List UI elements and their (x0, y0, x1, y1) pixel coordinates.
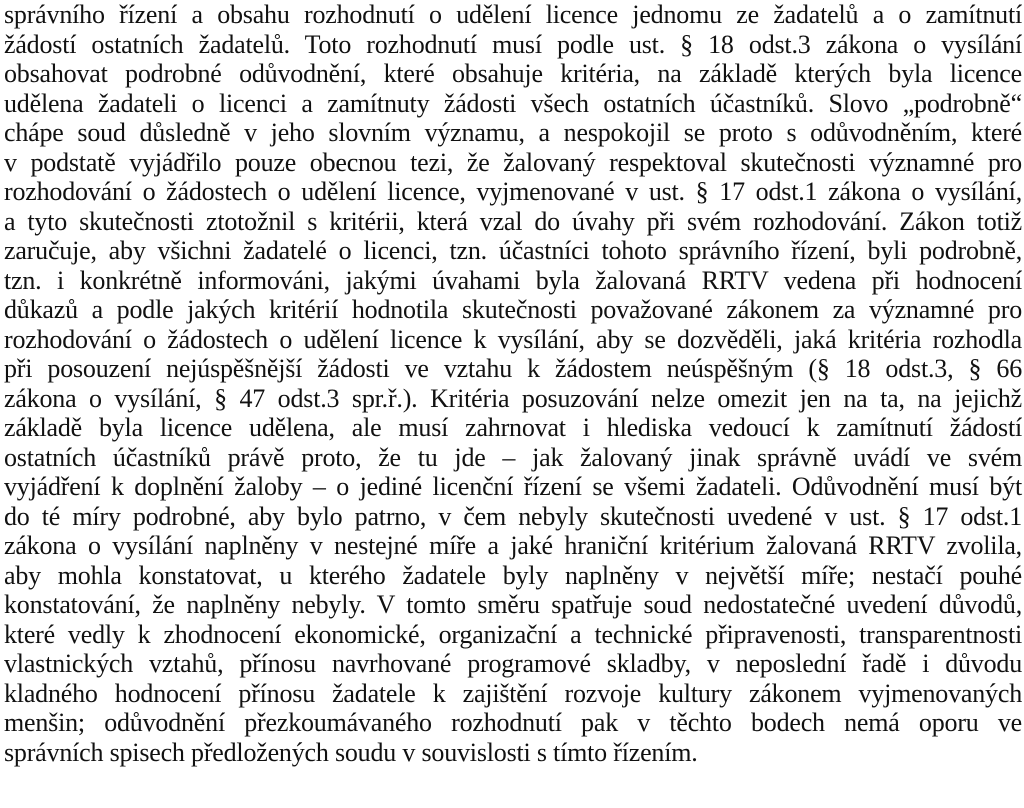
text-line: vlastnických vztahů, přínosu navrhované programové skladby, v neposlední řadě i důvodu (4, 649, 1022, 678)
text-line: v podstatě vyjádřilo pouze obecnou tezi, že žalovaný respektoval skutečnosti významné pro (4, 147, 1022, 177)
body-paragraph (4, 0, 1022, 767)
text-line: do té míry podrobné, aby bylo patrno, v čem nebyly skutečnosti uvedené v ust. § 17 odst.1 (4, 501, 1022, 531)
text-line: aby mohla konstatovat, u kterého žadatele byly naplněny v největší míře; nestačí pouhé (4, 560, 1022, 590)
text-line: zákona o vysílání naplněny v nestejné míře a jaké hraniční kritérium žalovaná RRTV zvolila, (4, 531, 1022, 560)
text-line: důkazů a podle jakých kritérií hodnotila skutečnosti považované zákonem za významné pro (4, 295, 1022, 324)
text-line: menšin; odůvodnění přezkoumávaného rozhodnutí pak v těchto bodech nemá oporu ve (4, 708, 1022, 737)
text-line: správních spisech předložených soudu v souvislosti s tímto řízením. (4, 737, 698, 767)
text-line: ostatních účastníků právě proto, že tu jde – jak žalovaný jinak správně uvádí ve svém (4, 442, 1022, 472)
text-line: žádostí ostatních žadatelů. Toto rozhodnutí musí podle ust. § 18 odst.3 zákona o vysílání (4, 29, 1022, 59)
text-line: při posouzení nejúspěšnější žádosti ve vztahu k žádostem neúspěšným (§ 18 odst.3, § 66 (4, 354, 1022, 383)
text-line: kladného hodnocení přínosu žadatele k zajištění rozvoje kultury zákonem vyjmenovaných (4, 678, 1022, 708)
text-line: tzn. i konkrétně informováni, jakými úvahami byla žalovaná RRTV vedena při hodnocení (4, 265, 1022, 295)
text-line: základě byla licence udělena, ale musí zahrnovat i hlediska vedoucí k zamítnutí žádostí (4, 413, 1022, 442)
text-line: obsahovat podrobné odůvodnění, které obsahuje kritéria, na základě kterých byla licence (4, 59, 1022, 88)
text-line: udělena žadateli o licenci a zamítnuty žádosti všech ostatních účastníků. Slovo „podrobně“ (4, 88, 1022, 118)
text-line: vyjádření k doplnění žaloby – o jediné licenční řízení se všemi žadateli. Odůvodnění musí být (4, 472, 1022, 501)
text-line: které vedly k zhodnocení ekonomické, organizační a technické připravenosti, transparentnosti (4, 619, 1022, 649)
text-line: konstatování, že naplněny nebyly. V tomto směru spatřuje soud nedostatečné uvedení důvodů, (4, 590, 1022, 619)
text-line: zákona o vysílání, § 47 odst.3 spr.ř.). Kritéria posuzování nelze omezit jen na ta, na jejichž (4, 383, 1022, 413)
text-line: rozhodování o žádostech o udělení licence, vyjmenované v ust. § 17 odst.1 zákona o vysílání, (4, 177, 1022, 206)
text-line: zaručuje, aby všichni žadatelé o licenci, tzn. účastníci tohoto správního řízení, byli podrobně, (4, 236, 1022, 265)
text-line: správního řízení a obsahu rozhodnutí o udělení licence jednomu ze žadatelů a o zamítnutí (4, 0, 1022, 29)
text-line: rozhodování o žádostech o udělení licence k vysílání, aby se dozvěděli, jaká kritéria rozhodla (4, 324, 1022, 354)
text-line: a tyto skutečnosti ztotožnil s kritérii, která vzal do úvahy při svém rozhodování. Zákon totiž (4, 206, 1022, 236)
text-line: chápe soud důsledně v jeho slovním významu, a nespokojil se proto s odůvodněním, které (4, 118, 1022, 147)
